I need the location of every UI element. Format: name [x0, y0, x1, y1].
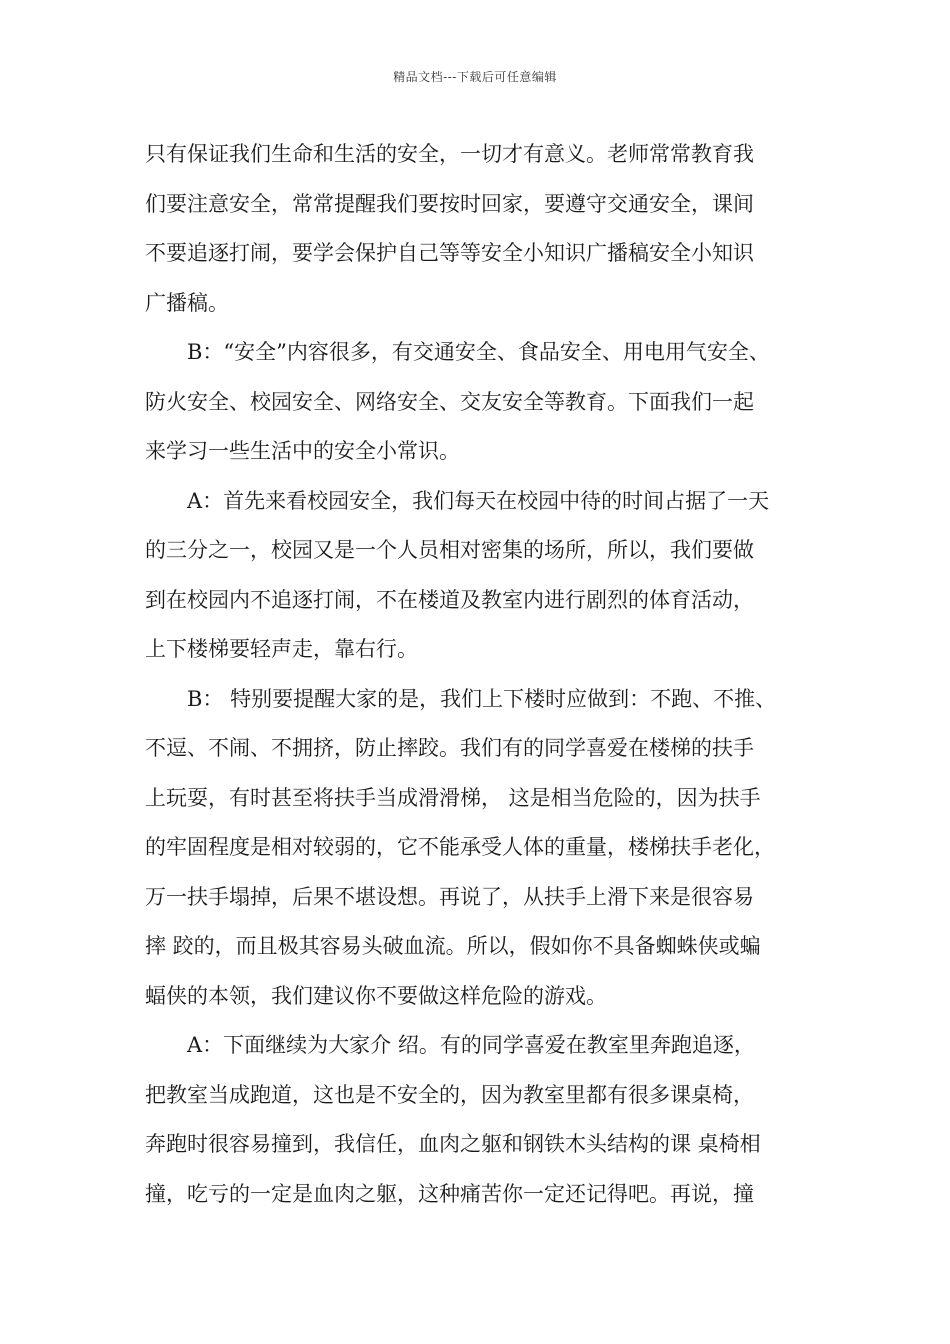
text-line: 撞，吃亏的一定是血肉之躯，这种痛苦你一定还记得吧。再说，撞 — [145, 1181, 754, 1206]
document-body — [145, 130, 815, 1219]
text-line: 的三分之一，校园又是一个人员相对密集的场所，所以，我们要做 — [145, 538, 754, 562]
text-line: 不逗、不闹、不拥挤，防止摔跤。我们有的同学喜爱在楼梯的扶手 — [145, 736, 754, 760]
paragraph-first-line: B： 特别要提醒大家的是，我们上下楼时应做到：不跑、不推、 — [187, 686, 777, 711]
text-line: 来学习一些生活中的安全小常识。 — [145, 439, 460, 463]
paragraph-first-line: B：“安全”内容很多，有交通安全、食品安全、用电用气安全、 — [187, 340, 770, 364]
text-line: 上下楼梯要轻声走，靠右行。 — [145, 637, 418, 661]
text-line: 把教室当成跑道，这也是不安全的，因为教室里都有很多课桌椅， — [145, 1082, 754, 1107]
text-line: 蝠侠的本领，我们建议你不要做这样危险的游戏。 — [145, 983, 607, 1008]
page-header: 精品文档---下载后可任意编辑 — [393, 70, 557, 84]
text-line: 广播稿。 — [145, 290, 229, 315]
text-line: 摔 跤的，而且极其容易头破血流。所以，假如你不具备蜘蛛侠或蝙 — [145, 934, 761, 958]
text-line: 奔跑时很容易撞到，我信任，血肉之躯和钢铁木头结构的课 桌椅相 — [145, 1132, 761, 1156]
text-line: 到在校园内不追逐打闹，不在楼道及教室内进行剧烈的体育活动， — [145, 587, 754, 612]
text-line: 只有保证我们生命和生活的安全，一切才有意义。老师常常教育我 — [145, 142, 754, 166]
text-line: 防火安全、校园安全、网络安全、交友安全等教育。下面我们一起 — [145, 389, 754, 414]
paragraph-first-line: A：首先来看校园安全，我们每天在校园中待的时间占据了一天 — [187, 488, 770, 513]
text-line: 上玩耍，有时甚至将扶手当成滑滑梯， 这是相当危险的，因为扶手 — [145, 785, 761, 810]
text-line: 们要注意安全，常常提醒我们要按时回家，要遵守交通安全，课间 — [145, 191, 754, 216]
text-line: 不要追逐打闹，要学会保护自己等等安全小知识广播稿安全小知识 — [145, 241, 754, 265]
text-line: 万一扶手塌掉，后果不堪设想。再说了，从扶手上滑下来是很容易 — [145, 884, 754, 909]
text-line: 的牢固程度是相对较弱的，它不能承受人体的重量，楼梯扶手老化， — [145, 835, 775, 859]
paragraph-first-line: A：下面继续为大家介 绍。有的同学喜爱在教室里奔跑追逐， — [187, 1033, 755, 1057]
